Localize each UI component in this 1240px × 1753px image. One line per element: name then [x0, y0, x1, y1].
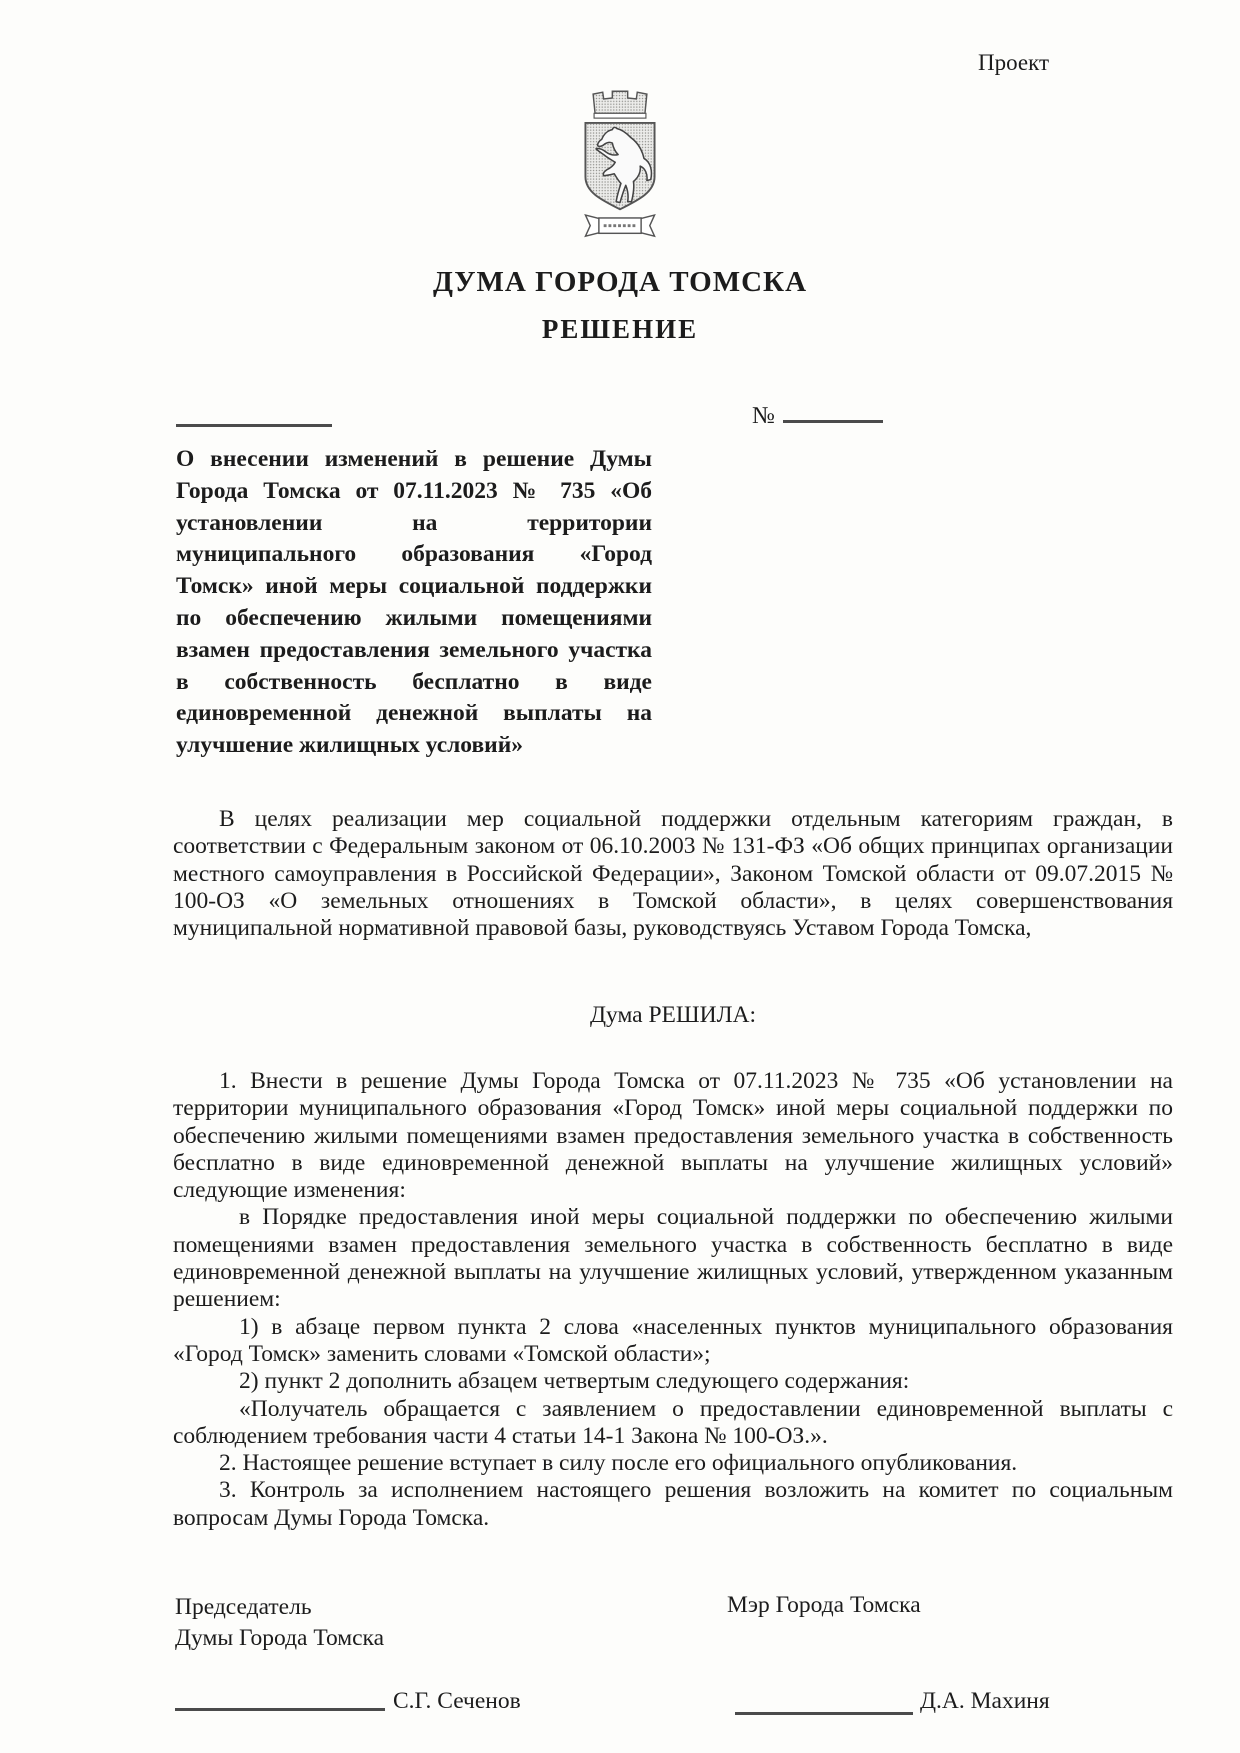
organization-name: ДУМА ГОРОДА ТОМСКА [432, 266, 808, 298]
draft-watermark: Проект [978, 50, 1050, 75]
signature-role-mayor: Мэр Города Томска [727, 1592, 921, 1618]
body-paragraph: 1) в абзаце первом пункта 2 слова «населенных пунктов муниципального образования «Город Томск» заменить словами «Томской области»; [173, 1313, 1173, 1367]
body-paragraph: 1. Внести в решение Думы Города Томска от 07.11.2023 № 735 «Об установлении на территории муниципального образования «Город Томск» иной меры социальной поддержки по обеспечению жилыми помещениями взамен предоставления земельного участка в собственность бесплатно в виде единовременной денежной выплаты на улучшение жилищных условий» следующие изменения: [173, 1068, 1173, 1204]
number-sign: № [752, 403, 775, 429]
crown-icon [593, 91, 647, 118]
preamble-paragraph: В целях реализации мер социальной поддержки отдельным категориям граждан, в соответствии с Федеральным законом от 06.10.2003 № 131-ФЗ «Об общих принципах организации местного самоуправления в Российской Федерации», Законом Томской области от 09.07.2015 № 100-ОЗ «О земельных отношениях в Томской области», в целях совершенствования муниципальной нормативной правовой базы, руководствуясь Уставом Города Томска, [173, 806, 1173, 942]
signature-role-chairman [175, 1592, 384, 1654]
body-paragraph: 2) пункт 2 дополнить абзацем четвертым следующего содержания: [239, 1368, 910, 1395]
body-paragraph: 3. Контроль за исполнением настоящего решения возложить на комитет по социальным вопросам Думы Города Томска. [173, 1477, 1173, 1531]
ribbon-icon [585, 215, 654, 236]
body-paragraph: «Получатель обращается с заявлением о предоставлении единовременной выплаты с соблюдением требования части 4 статьи 14-1 Закона № 100-ОЗ.». [173, 1395, 1173, 1449]
signature-name-mayor: Д.А. Махиня [920, 1688, 1050, 1714]
signature-role-line: Председатель [175, 1594, 312, 1620]
document-title: О внесении изменений в решение Думы Города Томска от 07.11.2023 № 735 «Об установлении на территории муниципального образования «Город Томск» иной меры социальной поддержки по обеспечению жилыми помещениями взамен предоставления земельного участка в собственность бесплатно в виде единовременной денежной выплаты на улучшение жилищных условий» [176, 446, 652, 759]
signature-role-line: Думы Города Томска [175, 1625, 385, 1651]
number-blank-line [783, 400, 883, 423]
signature-blank-line-right [735, 1690, 913, 1715]
signature-blank-line-left [175, 1686, 385, 1711]
tomsk-city-coat-of-arms-icon [572, 88, 668, 255]
document-type-heading: РЕШЕНИЕ [541, 314, 699, 344]
document-number-field [752, 400, 883, 430]
resolution-heading: Дума РЕШИЛА: [589, 1002, 757, 1028]
signature-name-chairman: С.Г. Сеченов [393, 1688, 521, 1714]
body-paragraph: 2. Настоящее решение вступает в силу после его официального опубликования. [219, 1450, 1018, 1477]
date-blank-line [176, 402, 332, 427]
body-paragraph: в Порядке предоставления иной меры социальной поддержки по обеспечению жилыми помещениями взамен предоставления земельного участка в собственность бесплатно в виде единовременной денежной выплаты на улучшение жилищных условий, утвержденном указанным решением: [173, 1204, 1173, 1313]
resolution-body [173, 1068, 1173, 1532]
